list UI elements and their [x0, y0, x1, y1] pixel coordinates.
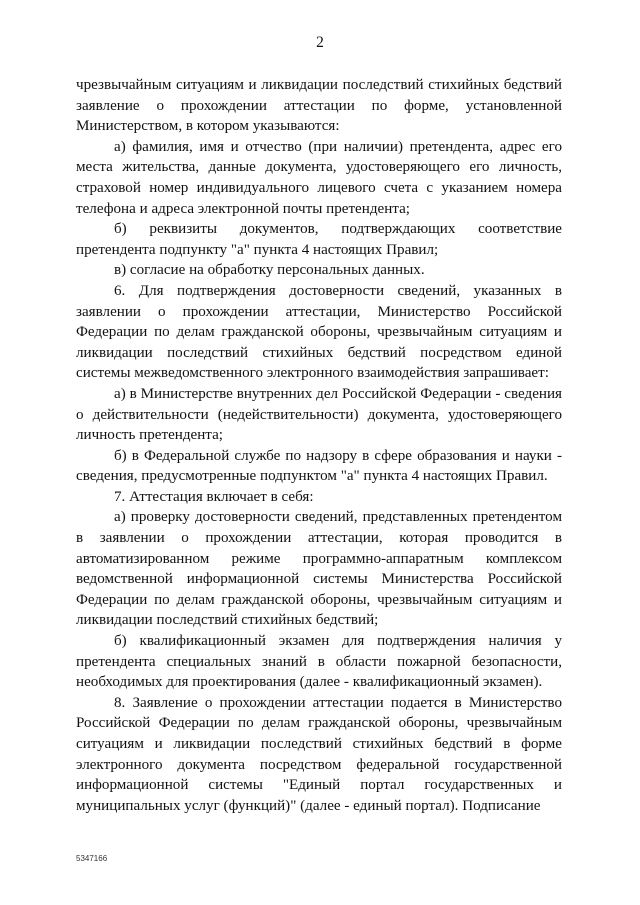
paragraph: в) согласие на обработку персональных данных.: [114, 262, 425, 279]
paragraph: а) в Министерстве внутренних дел Российской Федерации - сведения о действительности (недействительности) документа, удостоверяющего личность претендента;: [76, 385, 562, 444]
paragraph: 7. Аттестация включает в себя:: [114, 488, 314, 505]
paragraph: б) реквизиты документов, подтверждающих соответствие претендента подпункту "а" пункта 4 настоящих Правил;: [76, 221, 562, 258]
paragraph: 8. Заявление о прохождении аттестации подается в Министерство Российской Федерации по делам гражданской обороны, чрезвычайным ситуациям и ликвидации последствий стихийных бедствий в форме электронного документа посредством федеральной государственной информационной системы "Единый портал государственных и муниципальных услуг (функций)" (далее - единый портал). Подписание: [76, 694, 562, 814]
page-number: 2: [316, 34, 324, 51]
paragraph: а) проверку достоверности сведений, представленных претендентом в заявлении о прохождении аттестации, которая проводится в автоматизированном режиме программно-аппаратным комплексом ведомственной информационной системы Министерства Российской Федерации по делам гражданской обороны, чрезвычайным ситуациям и ликвидации последствий стихийных бедствий;: [76, 509, 562, 629]
paragraph: 6. Для подтверждения достоверности сведений, указанных в заявлении о прохождении аттестации, Министерство Российской Федерации по делам гражданской обороны, чрезвычайным ситуациям и ликвидации последствий стихийных бедствий посредством единой системы межведомственного электронного взаимодействия запрашивает:: [76, 282, 562, 382]
paragraph: б) квалификационный экзамен для подтверждения наличия у претендента специальных знаний в области пожарной безопасности, необходимых для проектирования (далее - квалификационный экзамен).: [76, 633, 562, 691]
document-body: [76, 75, 562, 816]
document-code: 5347166: [76, 854, 108, 863]
paragraph: чрезвычайным ситуациям и ликвидации последствий стихийных бедствий заявление о прохождении аттестации по форме, установленной Министерством, в котором указываются:: [76, 77, 562, 135]
paragraph: а) фамилия, имя и отчество (при наличии) претендента, адрес его места жительства, данные документа, удостоверяющего его личность, страховой номер индивидуального лицевого счета с указанием номера телефона и адреса электронной почты претендента;: [76, 138, 562, 217]
paragraph: б) в Федеральной службе по надзору в сфере образования и науки - сведения, предусмотренные подпунктом "а" пункта 4 настоящих Правил.: [76, 447, 562, 485]
